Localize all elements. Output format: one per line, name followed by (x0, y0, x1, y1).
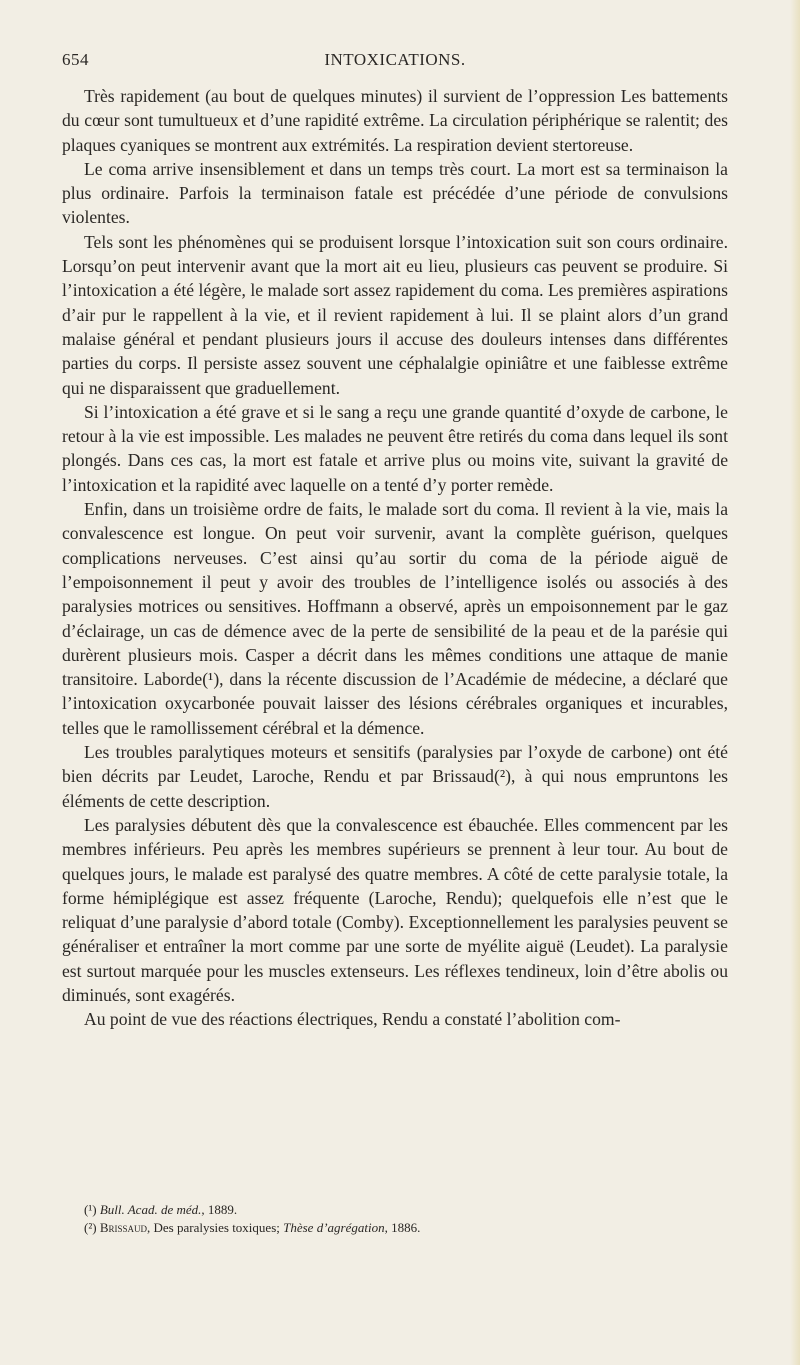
paragraph: Les paralysies débutent dès que la convalescence est ébauchée. Elles commencent par les membres inférieurs. Peu après les membres supérieurs se prennent à leur tour. Au bout de quelques jours, le malade est paralysé des quatre membres. A côté de cette paralysie totale, la forme hémiplégique est assez fréquente (Laroche, Rendu); quelquefois elle n’est que le reliquat d’une paralysie d’abord totale (Comby). Exceptionnellement les paralysies peuvent se généraliser et entraîner la mort comme par une sorte de myélite aiguë (Leudet). La paralysie est surtout marquée pour les muscles extenseurs. Les réflexes tendineux, loin d’être abolis ou diminués, sont exagérés. (62, 814, 728, 1005)
paragraph: Tels sont les phénomènes qui se produisent lorsque l’intoxication suit son cours ordinaire. Lorsqu’on peut intervenir avant que la mort ait eu lieu, plusieurs cas peuvent se produire. Si l’intoxication a été légère, le malade sort assez rapidement du coma. Les premières aspirations d’air pur le rappellent à la vie, et il revient rapidement à lui. Il se plaint alors d’un grand malaise général et pendant plusieurs jours il accuse des douleurs intenses dans différentes parties du corps. Il persiste assez souvent une céphalalgie opiniâtre et une faiblesse extrême qui ne disparaissent que graduellement. (62, 231, 728, 398)
footnote-rest: , 1886. (384, 1220, 421, 1235)
body-text (62, 84, 728, 1032)
paragraph: Au point de vue des réactions électriques, Rendu a constaté l’abolition com- (84, 1009, 621, 1030)
footnote-middle: , Des paralysies toxiques; (147, 1220, 284, 1235)
paragraph: Très rapidement (au bout de quelques minutes) il survient de l’oppression Les battements du cœur sont tumultueux et d’une rapidité extrême. La circulation périphérique se ralentit; des plaques cyaniques se montrent aux extrémités. La respiration devient stertoreuse. (62, 86, 728, 155)
footnote-rest: , 1889. (201, 1202, 238, 1217)
running-title: INTOXICATIONS. (324, 50, 466, 69)
paragraph: Le coma arrive insensiblement et dans un temps très court. La mort est sa terminaison la plus ordinaire. Parfois la terminaison fatale est précédée d’une période de convulsions violentes. (62, 158, 728, 228)
footnote-source: Thèse d’agrégation (283, 1220, 385, 1235)
footnote (62, 1219, 728, 1237)
footnote-author: Brissaud (99, 1220, 147, 1235)
footnote-mark: (²) (84, 1220, 97, 1235)
footnote-source: Bull. Acad. de méd. (99, 1202, 202, 1217)
paragraph: Les troubles paralytiques moteurs et sensitifs (paralysies par l’oxyde de carbone) ont été bien décrits par Leudet, Laroche, Rendu et par Brissaud(²), à qui nous empruntons les éléments de cette description. (62, 742, 728, 811)
footnote-mark: (¹) (84, 1202, 97, 1217)
paragraph: Enfin, dans un troisième ordre de faits, le malade sort du coma. Il revient à la vie, mais la convalescence est longue. On peut voir survenir, avant la complète guérison, quelques complications nerveuses. C’est ainsi qu’au sortir du coma de la période aiguë de l’empoisonnement il peut y avoir des troubles de l’intelligence isolés ou associés à des paralysies motrices ou sensitives. Hoffmann a observé, après un empoisonnement par le gaz d’éclairage, un cas de démence avec de la perte de sensibilité de la peau et de la parésie qui durèrent plusieurs mois. Casper a décrit dans les mêmes conditions une attaque de manie transitoire. Laborde(¹), dans la récente discussion de l’Académie de médecine, a déclaré que l’intoxication oxycarbonée pouvait laisser des lésions cérébrales organiques et incurables, telles que le ramollissement cérébral et la démence. (62, 499, 728, 738)
paragraph: Si l’intoxication a été grave et si le sang a reçu une grande quantité d’oxyde de carbone, le retour à la vie est impossible. Les malades ne peuvent être retirés du coma dans lequel ils sont plongés. Dans ces cas, la mort est fatale et arrive plus ou moins vite, suivant la gravité de l’intoxication et la rapidité avec laquelle on a tenté d’y porter remède. (62, 401, 728, 495)
page-edge (790, 0, 800, 1365)
footnotes (62, 1201, 728, 1237)
page-number: 654 (62, 50, 89, 69)
page-header (62, 50, 728, 74)
footnote (62, 1201, 728, 1219)
